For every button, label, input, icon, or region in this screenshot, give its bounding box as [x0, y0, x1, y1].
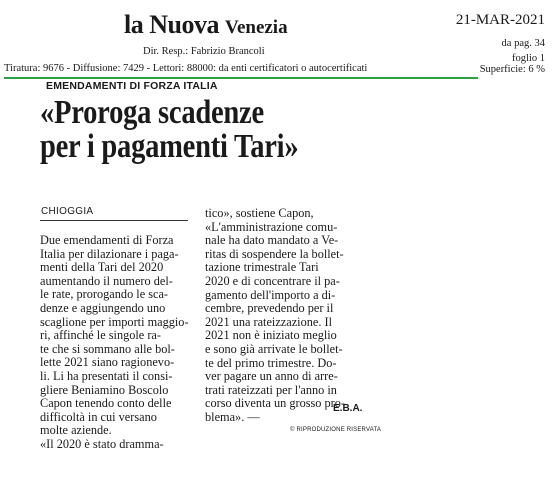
- article-line: 2021 una rateizzazione. Il: [205, 315, 333, 329]
- article-byline: E.B.A.: [333, 403, 363, 414]
- page-from: da pag. 34: [501, 38, 545, 49]
- copyright-notice: © RIPRODUZIONE RISERVATA: [290, 427, 382, 433]
- sheet-number: foglio 1: [512, 53, 545, 64]
- article-line: «Il 2020 è stato dramma-: [40, 437, 164, 451]
- article-line: nale ha dato mandato a Ve-: [205, 234, 339, 248]
- article-line: ritas di sospendere la bollet-: [205, 247, 344, 261]
- article-line: te che si sommano alle bol-: [40, 342, 175, 356]
- article-column-2: [205, 207, 365, 425]
- newspaper-city: Venezia: [224, 17, 288, 38]
- article-line: ri, affinché le singole ra-: [40, 329, 161, 343]
- article-line: li. Li ha presentati il consi-: [40, 369, 173, 383]
- article-kicker: EMENDAMENTI DI FORZA ITALIA: [46, 80, 218, 92]
- article-headline: [40, 96, 298, 164]
- circulation-line: Tiratura: 9676 - Diffusione: 7429 - Lettori: 88000: da enti certificatori o autocertificati: [4, 63, 368, 74]
- newspaper-masthead: [124, 10, 288, 40]
- article-line: gamento dell'importo a di-: [205, 288, 336, 302]
- article-line: molte aziende.: [40, 424, 112, 438]
- director-line: Dir. Resp.: Fabrizio Brancoli: [143, 46, 265, 57]
- article-line: cembre, prevedendo per il: [205, 302, 334, 316]
- section-tag: CHIOGGIA: [41, 206, 94, 217]
- article-line: blema». —: [205, 410, 260, 424]
- article-line: scaglione per importi maggio-: [40, 315, 189, 329]
- section-rule: [40, 220, 188, 221]
- article-line: 2021 non è iniziato meglio: [205, 329, 337, 343]
- publication-date: 21-MAR-2021: [455, 12, 545, 28]
- article-line: tico», sostiene Capon,: [205, 207, 314, 220]
- article-line: Italia per dilazionare i paga-: [40, 247, 179, 261]
- article-line: Capon tenendo conto delle: [40, 397, 172, 411]
- article-line: e sono già arrivate le bollet-: [205, 342, 343, 356]
- article-line: gliere Beniamino Boscolo: [40, 383, 169, 397]
- article-line: denze e aggiungendo uno: [40, 301, 166, 315]
- page-reference: [502, 36, 545, 66]
- article-line: lette 2021 siano ragionevo-: [40, 356, 175, 370]
- headline-line: per i pagamenti Tari»: [40, 128, 299, 165]
- article-line: te del primo trimestre. Do-: [205, 356, 337, 370]
- surface-percentage: Superficie: 6 %: [479, 64, 545, 75]
- headline-line: «Proroga scadenze: [40, 94, 264, 131]
- article-line: «L'amministrazione comu-: [205, 220, 338, 234]
- article-line: trati rateizzati per l'anno in: [205, 383, 337, 397]
- article-line: tazione trimestrale Tari: [205, 261, 319, 275]
- article-column-1: [40, 234, 190, 452]
- article-line: Due emendamenti di Forza: [40, 234, 174, 247]
- article-line: corso diventa un grosso pro-: [205, 397, 346, 411]
- article-line: ver pagare un anno di arre-: [205, 370, 338, 384]
- article-line: le rate, prorogando le sca-: [40, 288, 169, 302]
- header-rule: [4, 77, 478, 79]
- article-line: menti della Tari del 2020: [40, 261, 164, 275]
- article-line: aumentando il numero del-: [40, 274, 173, 288]
- newspaper-name: la Nuova: [124, 10, 219, 39]
- article-line: difficoltà in cui versano: [40, 410, 157, 424]
- article-line: 2020 e di concentrare il pa-: [205, 274, 340, 288]
